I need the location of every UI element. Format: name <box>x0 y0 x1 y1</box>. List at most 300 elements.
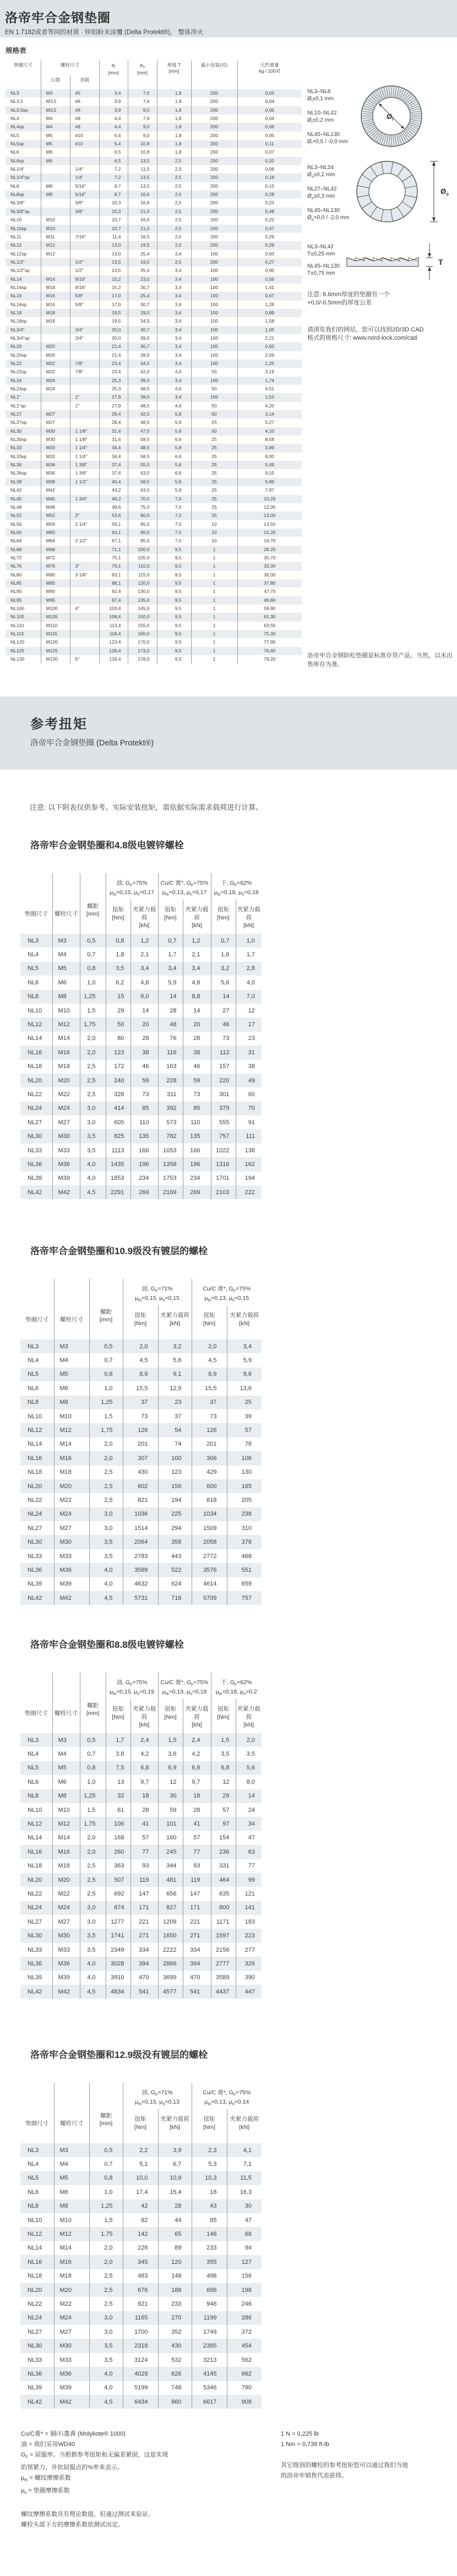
cell: NL14 <box>28 1441 42 1448</box>
cell: 692 <box>106 1887 130 1900</box>
col-pitch: 螺距 [mm] <box>89 2083 123 2143</box>
cell: 31,4 <box>99 435 128 444</box>
cell: NL20sp <box>10 352 27 358</box>
table-row <box>20 2227 262 2241</box>
cell: 430 <box>123 1466 158 1479</box>
col-clamp-load: 夹紧力载荷 [kN] <box>236 1699 262 1733</box>
cell: 10,3 <box>192 2171 227 2185</box>
cell: 1 <box>191 546 237 554</box>
cell: NL115 <box>10 631 24 636</box>
col-washer-size: 垫圈尺寸 <box>13 62 32 68</box>
cell: 3,4 <box>157 377 191 385</box>
cell: 6434 <box>123 2395 158 2409</box>
cell: 37 <box>192 1396 227 1409</box>
cell: 3/8" <box>70 208 99 216</box>
cell: 1853 <box>106 1172 130 1185</box>
cell: NL42 <box>10 487 22 493</box>
cell: 200 <box>191 89 237 97</box>
cell: 11,5 <box>128 165 157 173</box>
cell: 47,70 <box>237 587 302 596</box>
cell: NL90 <box>10 589 22 595</box>
table-row <box>6 173 302 182</box>
cell: 2,0 <box>80 1845 106 1859</box>
cell: NL6sp <box>10 157 24 164</box>
cell: NL36sp <box>10 470 27 476</box>
header-band <box>0 0 457 37</box>
table-row <box>20 1157 262 1171</box>
cell: NL4 <box>28 1751 39 1758</box>
cell: 3124 <box>123 2353 158 2367</box>
cell: 233 <box>158 2297 192 2311</box>
cell: M8 <box>52 990 80 1004</box>
cell: M39 <box>52 1172 80 1185</box>
cell: 0,8 <box>106 934 130 947</box>
cell: 1 <box>191 630 237 638</box>
cell: 0,23 <box>237 199 302 207</box>
col-torque: 扭矩 [Nm] <box>211 900 236 934</box>
cell: 49,6 <box>99 503 128 511</box>
cell: 196 <box>130 1157 158 1171</box>
cell: 0,05 <box>237 132 302 140</box>
cell: 9,0 <box>128 106 157 115</box>
cell: 541 <box>130 1985 158 1998</box>
cell: 59,1 <box>99 520 128 529</box>
cell: M12 <box>54 1423 89 1437</box>
cell: 3,4 <box>157 250 191 258</box>
footer-line: 螺纹摩擦系数具有理论数值，但通过测试来验证。 <box>21 2510 154 2518</box>
cell: 3,4 <box>227 1339 262 1353</box>
cell: 1 <box>191 596 237 604</box>
cell: 73 <box>192 1409 227 1423</box>
cell: M42 <box>54 1591 89 1605</box>
cell: 541 <box>183 1985 211 1998</box>
cell: NL42 <box>28 1594 42 1602</box>
cell: 73 <box>130 1087 158 1101</box>
cell: 269 <box>183 1185 211 1199</box>
cell <box>41 173 70 182</box>
cell: 138 <box>236 1143 262 1157</box>
cell: 25 <box>191 453 237 461</box>
cell: M10 <box>52 1004 80 1017</box>
cell: M22 <box>54 1493 89 1507</box>
cell: NL14sp <box>10 284 27 290</box>
cell: 2,5 <box>89 2269 123 2283</box>
cell: 116 <box>158 1045 183 1059</box>
cell: 9,5 <box>157 579 191 587</box>
cell: M42 <box>52 1185 80 1199</box>
cell: 635 <box>211 1887 236 1900</box>
cell: 100 <box>191 326 237 334</box>
table-row <box>6 275 302 284</box>
cell: M4 <box>41 115 70 123</box>
cell: 4,0 <box>80 1957 106 1970</box>
cell: 1,8 <box>106 947 130 961</box>
cell: 19,5 <box>128 258 157 266</box>
cell: 16,6 <box>128 216 157 224</box>
table-row <box>20 1479 262 1493</box>
cell: M16 <box>52 1845 80 1859</box>
cell: NL100 <box>10 605 25 611</box>
cell: 234 <box>183 1172 211 1185</box>
cell: 2783 <box>123 1549 158 1563</box>
cell: 15,2 <box>99 275 128 284</box>
cell: 1113 <box>106 1143 130 1157</box>
cell: NL12 <box>28 1021 42 1028</box>
table-row <box>6 554 302 562</box>
tolerance-range: NL3–NL24 <box>307 165 334 171</box>
cell: 1358 <box>158 1157 183 1171</box>
cell: NL8 <box>10 183 19 189</box>
cell: 100,0 <box>128 546 157 554</box>
cell: M8 <box>41 182 70 190</box>
cell: 8,9 <box>192 1368 227 1381</box>
col-torque: 扭矩 [Nm] <box>123 1305 158 1339</box>
cell: 1,5 <box>89 1409 123 1423</box>
cell: 5,89 <box>237 478 302 486</box>
cell: 223 <box>236 1929 262 1942</box>
cell: 173,0 <box>128 647 157 655</box>
cell: 1,0 <box>89 2185 123 2199</box>
cell: 46 <box>183 1060 211 1074</box>
cell: 25 <box>191 503 237 511</box>
table-row <box>20 2311 262 2325</box>
cell: 5/16" <box>70 190 99 199</box>
cell: M3 <box>54 1339 89 1353</box>
cell: 47 <box>227 2213 262 2227</box>
cell: 28 <box>158 2199 192 2213</box>
cell: 37,4 <box>99 469 128 477</box>
cell: NL64 <box>10 538 22 544</box>
cell: 3,4 <box>157 360 191 368</box>
cell: M10 <box>54 1409 89 1423</box>
cell: 748 <box>158 2381 192 2395</box>
cell: 17,0 <box>99 301 128 309</box>
cell: 326 <box>236 1957 262 1970</box>
cell: 379 <box>211 1102 236 1115</box>
cell: 522 <box>158 1563 192 1577</box>
cell: 3,2 <box>211 962 236 976</box>
cell: 25,4 <box>128 266 157 275</box>
cell: 142 <box>123 2227 158 2241</box>
cell: 63,0 <box>128 469 157 477</box>
cell: 3,0 <box>89 2325 123 2339</box>
cell: 716 <box>158 1591 192 1605</box>
col-clamp-load: 夹紧力载荷 [kN] <box>183 900 211 934</box>
torque-table-section-8-8 <box>20 1637 274 1998</box>
cell: 7/16" <box>70 233 99 241</box>
cell: 7,5 <box>106 1761 130 1775</box>
cell: 2,0 <box>80 1032 106 1045</box>
cell: 12,9 <box>158 1381 192 1395</box>
cell: 1 1/8" <box>70 435 99 444</box>
cell: NL16 <box>28 2258 42 2265</box>
torque-table-header <box>20 873 262 934</box>
cell: 148 <box>158 2269 192 2283</box>
cell: 2103 <box>211 1185 236 1199</box>
cell: NL1/2"sp <box>10 268 30 274</box>
cell: 2,5 <box>157 157 191 165</box>
cell: NL18 <box>28 1862 42 1870</box>
cell: 5,8 <box>157 478 191 486</box>
cell: 3,8 <box>106 1747 130 1761</box>
cell: 394 <box>183 1957 211 1970</box>
cell <box>41 402 70 410</box>
cell: 1209 <box>158 1915 183 1929</box>
cell: 9,5 <box>157 630 191 638</box>
cell: 15,5 <box>192 1381 227 1395</box>
table-row <box>6 453 302 461</box>
cell: 28 <box>130 1032 158 1045</box>
cell: 4,8 <box>130 976 158 989</box>
table-row <box>20 1004 262 1017</box>
col-bolt-size: 螺栓尺寸 <box>52 873 80 934</box>
cell: 221 <box>183 1915 211 1929</box>
svg-text:T: T <box>438 258 443 266</box>
cell: 200 <box>191 216 237 224</box>
cell <box>70 613 99 621</box>
cell: 1597 <box>211 1929 236 1942</box>
table-row <box>6 537 302 545</box>
cell: NL30 <box>28 1539 42 1546</box>
cell: 311 <box>158 1087 183 1101</box>
cell: NL33 <box>28 1553 42 1560</box>
cell: NL18 <box>28 2273 42 2280</box>
cell: NL27sp <box>10 420 27 426</box>
cell: 220 <box>211 1074 236 1087</box>
cell: NL5 <box>28 1371 39 1378</box>
cell: 7,0 <box>157 520 191 529</box>
cell: 226 <box>123 2241 158 2255</box>
cell: 4437 <box>211 1985 236 1998</box>
cell: 200 <box>191 123 237 131</box>
cell: 133,4 <box>99 655 128 663</box>
cell: 3,5 <box>80 1943 106 1957</box>
cell: NL4 <box>28 951 39 958</box>
cell: 150,0 <box>128 613 157 621</box>
cell: 2,21 <box>237 334 302 342</box>
cell: 10,7 <box>99 216 128 224</box>
cell: NL39 <box>28 1175 42 1182</box>
cell: 171 <box>183 1901 211 1915</box>
cell: 1,5 <box>211 1733 236 1747</box>
washer-side-view-diagram <box>341 242 457 281</box>
table-row <box>6 587 302 596</box>
cell: 112 <box>211 1045 236 1059</box>
cell: 2,5 <box>80 1873 106 1887</box>
cell: #8 <box>70 123 99 131</box>
table-row <box>20 1493 262 1507</box>
cell: 200 <box>191 106 237 115</box>
cell <box>70 647 99 655</box>
cell: NL14 <box>28 1035 42 1042</box>
table-row <box>20 1507 262 1521</box>
cell: 30,7 <box>128 301 157 309</box>
cell <box>70 351 99 360</box>
cell: M76 <box>41 562 70 570</box>
cell: 310 <box>227 1521 262 1535</box>
cell: 2,5 <box>89 2297 123 2311</box>
cell: NL10 <box>28 1806 42 1813</box>
cell: 145,0 <box>128 604 157 613</box>
cell <box>41 326 70 334</box>
cell: 0,20 <box>237 157 302 165</box>
table-row <box>20 990 262 1004</box>
cell: 12 <box>158 1775 183 1789</box>
cell: 71,1 <box>99 546 128 554</box>
cell: 20,0 <box>99 326 128 334</box>
cell: M18 <box>54 2269 89 2283</box>
cell: 4,5 <box>192 1353 227 1367</box>
cell: NL20 <box>28 1483 42 1490</box>
cell: 6,6 <box>157 453 191 461</box>
table-row <box>20 1859 262 1873</box>
torque-table-title: 洛帝牢合金钢垫圈和8.8级电镀锌螺栓 <box>30 1640 184 1650</box>
cell: M18 <box>41 317 70 325</box>
cell: 5,8 <box>157 486 191 494</box>
cell: NL5sp <box>10 141 24 147</box>
col-washer-size: 垫圈尺寸 <box>24 911 48 918</box>
cell: 874 <box>106 1901 130 1915</box>
cell: 200 <box>191 132 237 140</box>
cell <box>41 258 70 266</box>
cell <box>70 317 99 325</box>
cell: NL3/4"sp <box>10 335 30 341</box>
cell: M14 <box>54 1437 89 1451</box>
table-row <box>20 2381 262 2395</box>
table-row <box>6 292 302 300</box>
cell: M3,5 <box>41 97 70 106</box>
cell: 1,0 <box>89 1381 123 1395</box>
cell: 13,0 <box>99 250 128 258</box>
cell: M20 <box>54 1479 89 1493</box>
cell: 2,5 <box>157 182 191 190</box>
cell: NL8 <box>28 993 39 1000</box>
cell: NL16 <box>10 293 22 299</box>
cell: 16,6 <box>128 190 157 199</box>
cell: 21,0 <box>128 208 157 216</box>
col-min-package: 最小包装(对) <box>191 61 237 89</box>
cell: NL20 <box>10 344 22 350</box>
cell: M14 <box>41 284 70 292</box>
cell: 97,4 <box>99 596 128 604</box>
cell: 307 <box>123 1451 158 1465</box>
tolerance-value: T±0,75 mm <box>307 270 335 276</box>
cell: 9,5 <box>157 655 191 663</box>
cell: M64 <box>41 537 70 545</box>
cell: 7,97 <box>237 486 302 494</box>
cell: 14 <box>130 1004 158 1017</box>
cell: 3,4 <box>157 301 191 309</box>
cell: 1,8 <box>157 89 191 97</box>
cell: 306 <box>192 1451 227 1465</box>
cell: 9,5 <box>157 571 191 579</box>
col-pitch: 螺距 [mm] <box>80 1673 106 1733</box>
cell: 5199 <box>123 2381 158 2395</box>
table-row <box>6 503 302 511</box>
tolerance-range: NL27–NL42 <box>307 186 337 192</box>
cell: 13,6 <box>227 1381 262 1395</box>
cell: M120 <box>41 638 70 646</box>
cell: 0,90 <box>237 266 302 275</box>
cell: 246 <box>227 2297 262 2311</box>
cell: 200 <box>191 157 237 165</box>
cell: 225 <box>158 1507 192 1521</box>
cell: NL39 <box>28 1581 42 1588</box>
cell: 115,0 <box>128 571 157 579</box>
cell <box>70 546 99 554</box>
cell: M12 <box>52 1017 80 1031</box>
cell: 100 <box>191 309 237 317</box>
cell: M6 <box>54 2185 89 2199</box>
cell: M36 <box>52 1157 80 1171</box>
cell: 2,5 <box>89 1493 123 1507</box>
cell: 8,58 <box>237 435 302 444</box>
cell: 9,7 <box>183 1775 211 1789</box>
cell: NL30 <box>28 1932 42 1940</box>
cell: 2,5 <box>157 233 191 241</box>
cell: M6 <box>41 148 70 156</box>
cell <box>70 250 99 258</box>
cell: 1,0 <box>236 934 262 947</box>
cell: M14 <box>41 275 70 284</box>
cell: 1,75 <box>80 1017 106 1031</box>
cell: M72 <box>41 554 70 562</box>
page-subtitle: EN 1.7182或者等同的材质 · 锌铝粉末涂覆 (Delta Protekt®)， 整体淬火 <box>5 29 204 36</box>
cell: 908 <box>227 2395 262 2409</box>
cell <box>41 208 70 216</box>
cell: 1,7 <box>236 947 262 961</box>
cell <box>41 165 70 173</box>
cell: 79,1 <box>99 562 128 570</box>
col-pitch: 螺距 [mm] <box>89 1279 123 1339</box>
cell: 9,0 <box>128 123 157 131</box>
table-row <box>20 1929 262 1942</box>
cell: 3,4 <box>157 334 191 342</box>
table-row <box>20 2339 262 2352</box>
cell: 165 <box>227 1479 262 1493</box>
col-torque: 扭矩 [Nm] <box>192 1305 227 1339</box>
cell: 676 <box>123 2283 158 2297</box>
cell: M30 <box>52 1129 80 1143</box>
cell: 9,5 <box>157 622 191 630</box>
cell: 3589 <box>123 1563 158 1577</box>
cell: 1 <box>191 655 237 663</box>
cell: NL30 <box>10 428 22 434</box>
cell: 659 <box>227 1577 262 1591</box>
cell: 13,0 <box>99 241 128 249</box>
cell: M33 <box>41 444 70 452</box>
cell: 119 <box>183 1873 211 1887</box>
cell: 860 <box>158 2395 192 2409</box>
cell: 757 <box>227 1591 262 1605</box>
cell: 0,06 <box>237 106 302 115</box>
cell: 105,0 <box>128 554 157 562</box>
cell: 147 <box>183 1887 211 1900</box>
cell: 3/4" <box>70 326 99 334</box>
cell: 42 <box>123 2199 158 2213</box>
cell: 5346 <box>192 2381 227 2395</box>
cell: 100 <box>191 351 237 360</box>
cell: 1 <box>191 647 237 655</box>
cell: 0,8 <box>89 2171 123 2185</box>
cell: 13,00 <box>237 511 302 520</box>
cell: 25,3 <box>99 377 128 385</box>
cell: 0,04 <box>237 97 302 106</box>
cell: 36,00 <box>237 571 302 579</box>
cell: 200 <box>191 225 237 233</box>
cell: 23,0 <box>128 275 157 284</box>
cell: 245 <box>158 1845 183 1859</box>
